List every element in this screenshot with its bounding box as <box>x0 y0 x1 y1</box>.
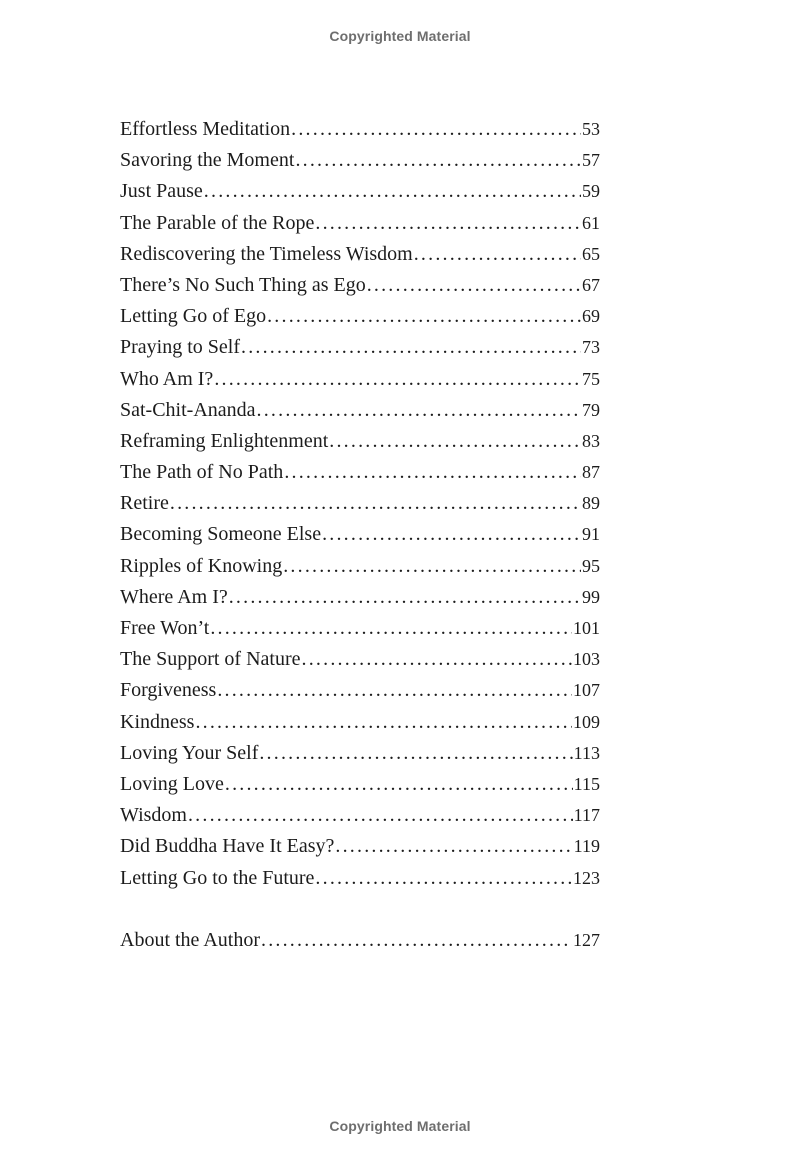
toc-entry-page: 99 <box>582 586 600 607</box>
toc-entry-no-such-thing-as-ego[interactable] <box>120 270 600 301</box>
toc-entry-page: 61 <box>582 212 600 233</box>
toc-entry-free-wont[interactable] <box>120 613 600 644</box>
toc-entry-page: 57 <box>582 150 600 171</box>
toc-entry-becoming-someone-else[interactable] <box>120 519 600 550</box>
dot-leader <box>302 644 572 675</box>
dot-leader <box>329 426 581 457</box>
toc-entry-title: Sat-Chit-Ananda <box>120 398 256 421</box>
toc-entry-page: 75 <box>582 368 600 389</box>
toc-entry-rediscovering-timeless-wisdom[interactable] <box>120 239 600 270</box>
toc-entry-title: The Parable of the Rope <box>120 211 315 234</box>
dot-leader <box>315 208 581 239</box>
toc-entry-reframing-enlightenment[interactable] <box>120 426 600 457</box>
toc-entry-page: 113 <box>573 742 600 763</box>
toc-entry-just-pause[interactable] <box>120 176 600 207</box>
dot-leader <box>367 270 581 301</box>
toc-entry-page: 65 <box>582 243 600 264</box>
dot-leader <box>170 488 581 519</box>
toc-entry-page: 115 <box>573 773 600 794</box>
toc-entry-letting-go-to-the-future[interactable] <box>120 863 600 894</box>
dot-leader <box>284 457 581 488</box>
toc-entry-page: 89 <box>582 493 600 514</box>
toc-entry-page: 69 <box>582 306 600 327</box>
toc-entry-page: 123 <box>573 867 600 888</box>
toc-entry-page: 107 <box>573 680 600 701</box>
dot-leader <box>204 176 581 207</box>
toc-entry-title: Loving Love <box>120 772 224 795</box>
dot-leader <box>229 582 581 613</box>
dot-leader <box>414 239 581 270</box>
toc-entry-page: 67 <box>582 274 600 295</box>
toc-entry-title: Retire <box>120 492 169 515</box>
toc-entry-page: 103 <box>573 649 600 670</box>
toc-entry-retire[interactable] <box>120 488 600 519</box>
toc-entry-effortless-meditation[interactable] <box>120 114 600 145</box>
toc-entry-title: Forgiveness <box>120 679 217 702</box>
toc-entry-who-am-i[interactable] <box>120 364 600 395</box>
table-of-contents <box>120 114 600 956</box>
dot-leader <box>315 863 572 894</box>
toc-entry-title: Letting Go to the Future <box>120 866 315 889</box>
toc-entry-title: Effortless Meditation <box>120 118 291 140</box>
toc-entry-title: Rediscovering the Timeless Wisdom <box>120 242 413 265</box>
toc-entry-page: 117 <box>573 805 600 826</box>
toc-entry-page: 73 <box>582 337 600 358</box>
toc-entry-title: Did Buddha Have It Easy? <box>120 835 335 858</box>
toc-entry-ripples-of-knowing[interactable] <box>120 551 600 582</box>
toc-entry-loving-love[interactable] <box>120 769 600 800</box>
toc-entry-where-am-i[interactable] <box>120 582 600 613</box>
toc-entry-title: Free Won’t <box>120 617 210 639</box>
toc-entry-page: 127 <box>573 929 600 950</box>
dot-leader <box>335 831 572 862</box>
toc-entry-about-the-author[interactable] <box>120 925 600 956</box>
toc-entry-sat-chit-ananda[interactable] <box>120 395 600 426</box>
section-spacer <box>120 894 600 925</box>
toc-entry-loving-your-self[interactable] <box>120 738 600 769</box>
toc-entry-title: Reframing Enlightenment <box>120 429 329 452</box>
toc-entry-page: 79 <box>582 399 600 420</box>
toc-entry-page: 101 <box>573 618 600 638</box>
dot-leader <box>188 800 573 831</box>
toc-entry-page: 59 <box>582 181 600 202</box>
dot-leader <box>257 395 581 426</box>
dot-leader <box>291 114 581 145</box>
toc-entry-page: 95 <box>582 555 600 576</box>
toc-entry-title: About the Author <box>120 928 260 951</box>
dot-leader <box>283 551 581 582</box>
toc-entry-title: Savoring the Moment <box>120 149 295 172</box>
dot-leader <box>225 769 573 800</box>
toc-entry-page: 53 <box>582 119 600 139</box>
dot-leader <box>261 925 572 956</box>
toc-entry-page: 119 <box>573 836 600 857</box>
toc-entry-page: 87 <box>582 462 600 483</box>
toc-entry-title: Just Pause <box>120 180 203 203</box>
toc-entry-forgiveness[interactable] <box>120 675 600 706</box>
toc-entry-parable-of-the-rope[interactable] <box>120 208 600 239</box>
toc-entry-title: Loving Your Self <box>120 741 259 764</box>
dot-leader <box>195 707 572 738</box>
toc-entry-title: Praying to Self <box>120 336 240 359</box>
toc-entry-page: 109 <box>573 711 600 732</box>
toc-entry-page: 91 <box>582 524 600 545</box>
toc-entry-support-of-nature[interactable] <box>120 644 600 675</box>
toc-entry-title: Who Am I? <box>120 367 214 390</box>
copyright-watermark-top: Copyrighted Material <box>329 28 471 44</box>
toc-entry-praying-to-self[interactable] <box>120 332 600 363</box>
dot-leader <box>322 519 581 550</box>
dot-leader <box>214 364 581 395</box>
toc-entry-path-of-no-path[interactable] <box>120 457 600 488</box>
toc-entry-title: Where Am I? <box>120 585 228 608</box>
dot-leader <box>241 332 581 363</box>
copyright-watermark-bottom: Copyrighted Material <box>329 1118 471 1134</box>
toc-entry-title: Becoming Someone Else <box>120 523 322 546</box>
toc-entry-wisdom[interactable] <box>120 800 600 831</box>
toc-entry-title: Ripples of Knowing <box>120 554 283 577</box>
dot-leader <box>259 738 572 769</box>
dot-leader <box>295 145 581 176</box>
dot-leader <box>267 301 581 332</box>
toc-entry-kindness[interactable] <box>120 707 600 738</box>
toc-entry-title: Wisdom <box>120 804 187 827</box>
toc-entry-title: Letting Go of Ego <box>120 305 267 328</box>
toc-entry-title: The Path of No Path <box>120 461 284 484</box>
toc-entry-letting-go-of-ego[interactable] <box>120 301 600 332</box>
toc-entry-did-buddha-have-it-easy[interactable] <box>120 831 600 862</box>
toc-entry-title: The Support of Nature <box>120 648 301 671</box>
toc-entry-title: Kindness <box>120 710 195 733</box>
toc-entry-savoring-the-moment[interactable] <box>120 145 600 176</box>
toc-entry-page: 83 <box>582 430 600 451</box>
dot-leader <box>210 613 572 644</box>
dot-leader <box>217 675 572 706</box>
toc-entry-title: There’s No Such Thing as Ego <box>120 273 366 296</box>
